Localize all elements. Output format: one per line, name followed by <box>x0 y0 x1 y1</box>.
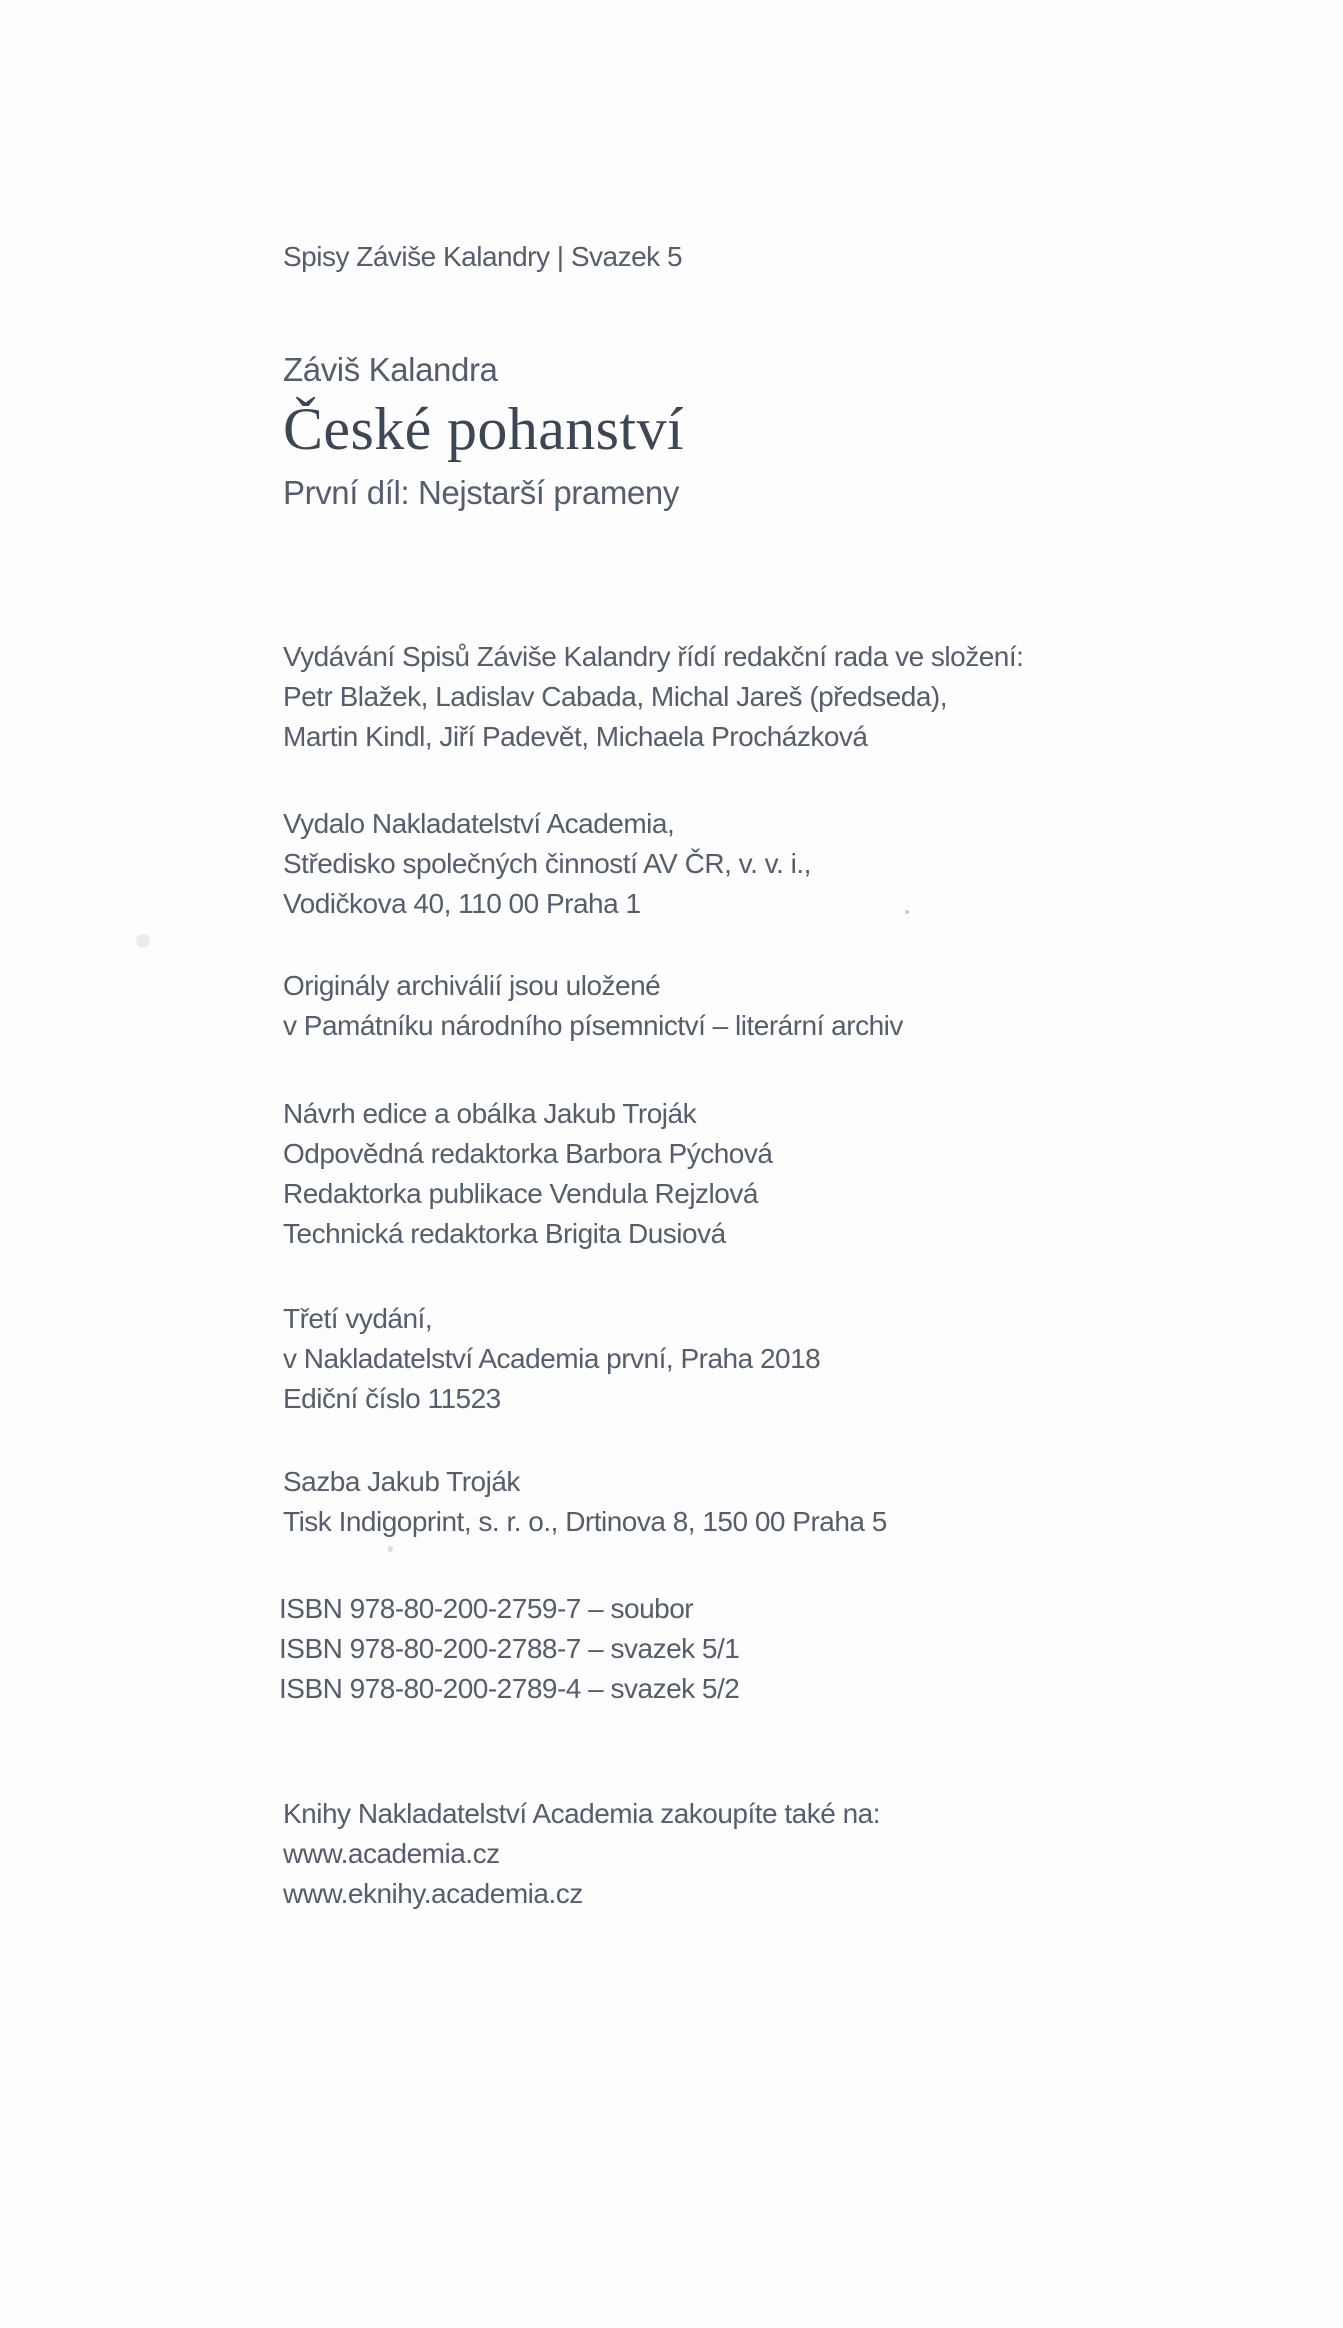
responsible-editor-line: Odpovědná redaktorka Barbora Pýchová <box>283 1138 773 1169</box>
publication-editor-line: Redaktorka publikace Vendula Rejzlová <box>283 1178 758 1209</box>
archives-line: Originály archiválií jsou uložené <box>283 970 661 1001</box>
author-name: Záviš Kalandra <box>283 351 498 388</box>
edition-line: Třetí vydání, <box>283 1303 433 1334</box>
editorial-board-line: Vydávání Spisů Záviše Kalandry řídí redakční rada ve složení: <box>283 641 1024 672</box>
publisher-paragraph <box>283 804 811 924</box>
scan-artifact <box>136 934 150 948</box>
scan-artifact <box>905 910 909 914</box>
printer-line: Tisk Indigoprint, s. r. o., Drtinova 8, 150 00 Praha 5 <box>283 1506 887 1537</box>
book-title: České pohanství <box>283 396 684 462</box>
isbn-line: ISBN 978-80-200-2788-7 – svazek 5/1 <box>279 1633 740 1664</box>
typesetting-print-paragraph <box>283 1462 887 1542</box>
editorial-board-paragraph <box>283 637 1023 757</box>
archives-line: v Památníku národního písemnictví – literární archiv <box>283 1010 903 1041</box>
publisher-address-line: Vodičkova 40, 110 00 Praha 1 <box>283 888 641 919</box>
book-subtitle: První díl: Nejstarší prameny <box>283 474 679 511</box>
website-url: www.academia.cz <box>283 1838 500 1869</box>
editorial-board-line: Martin Kindl, Jiří Padevět, Michaela Procházková <box>283 721 868 752</box>
typesetting-line: Sazba Jakub Troják <box>283 1466 520 1497</box>
edition-paragraph <box>283 1299 820 1419</box>
purchase-info-line: Knihy Nakladatelství Academia zakoupíte také na: <box>283 1798 881 1829</box>
editorial-board-line: Petr Blažek, Ladislav Cabada, Michal Jareš (předseda), <box>283 681 948 712</box>
publisher-line: Středisko společných činností AV ČR, v. v. i., <box>283 848 811 879</box>
credits-paragraph <box>283 1094 772 1254</box>
isbn-line: ISBN 978-80-200-2759-7 – soubor <box>279 1593 694 1624</box>
publisher-line: Vydalo Nakladatelství Academia, <box>283 808 675 839</box>
design-credit-line: Návrh edice a obálka Jakub Troják <box>283 1098 697 1129</box>
archives-paragraph <box>283 966 903 1046</box>
purchase-info-paragraph <box>283 1794 880 1914</box>
isbn-line: ISBN 978-80-200-2789-4 – svazek 5/2 <box>279 1673 740 1704</box>
website-url: www.eknihy.academia.cz <box>283 1878 583 1909</box>
scan-artifact <box>388 1546 393 1552</box>
edition-number-line: Ediční číslo 11523 <box>283 1383 501 1414</box>
technical-editor-line: Technická redaktorka Brigita Dusiová <box>283 1218 726 1249</box>
series-line: Spisy Záviše Kalandry | Svazek 5 <box>283 241 683 272</box>
isbn-paragraph <box>279 1589 739 1709</box>
edition-line: v Nakladatelství Academia první, Praha 2018 <box>283 1343 821 1374</box>
